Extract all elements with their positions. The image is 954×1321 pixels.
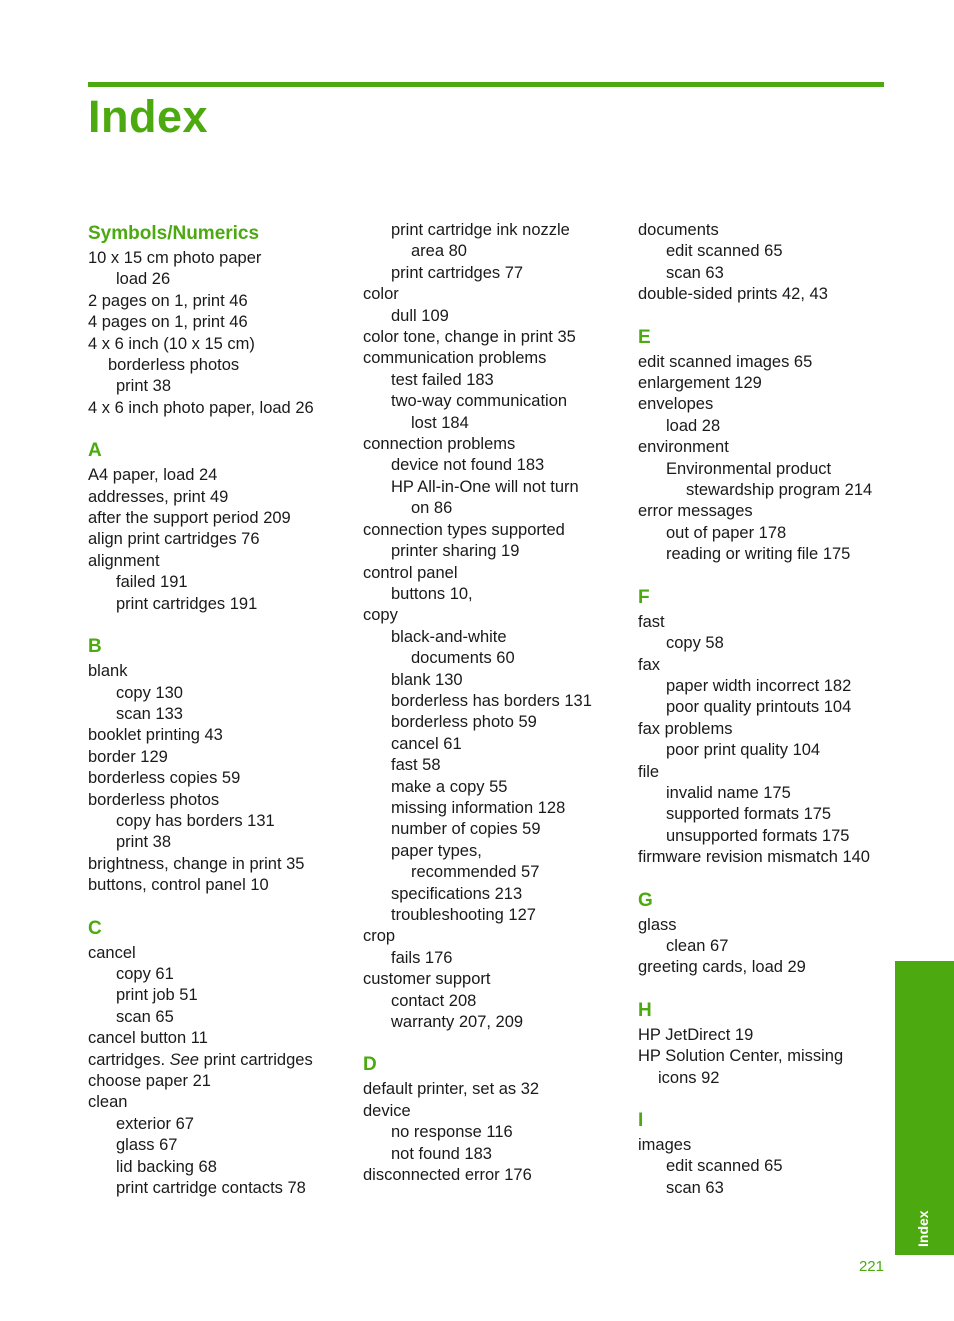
index-entry: test failed 183 <box>391 370 494 389</box>
index-entry: on 86 <box>411 499 453 518</box>
index-entry: cancel 61 <box>391 734 462 753</box>
index-entry: contact 208 <box>391 991 477 1010</box>
index-entry: customer support <box>363 970 491 989</box>
index-entry: 10 x 15 cm photo paper <box>88 249 262 267</box>
index-entry: alignment <box>88 551 160 570</box>
index-entry: HP Solution Center, missing <box>638 1047 844 1066</box>
index-entry: poor quality printouts 104 <box>666 698 852 717</box>
index-entry: control panel <box>363 563 458 582</box>
index-entry: scan 63 <box>666 1178 724 1197</box>
index-entry: A4 paper, load 24 <box>88 466 218 485</box>
index-section <box>638 324 888 566</box>
index-entry: supported formats 175 <box>666 805 832 824</box>
index-section <box>363 1051 625 1186</box>
section-heading: C <box>88 917 102 939</box>
index-entry: print 38 <box>116 377 172 396</box>
index-entry: buttons 10, <box>391 584 473 603</box>
side-tab-label: Index <box>915 1210 931 1247</box>
index-entry: fast <box>638 612 665 631</box>
index-entry: exterior 67 <box>116 1114 194 1133</box>
index-entry: scan 65 <box>116 1007 174 1026</box>
index-entry: print cartridges 77 <box>391 263 524 282</box>
section-heading: E <box>638 326 651 348</box>
index-entry: borderless copies 59 <box>88 769 241 788</box>
section-heading: Symbols/Numerics <box>88 223 260 244</box>
index-entry: fax <box>638 655 661 674</box>
index-column-1 <box>88 220 348 1199</box>
index-entry: 4 x 6 inch (10 x 15 cm) <box>88 334 255 353</box>
section-heading: B <box>88 636 102 658</box>
index-entry: HP All-in-One will not turn <box>391 477 579 496</box>
index-entry: troubleshooting 127 <box>391 906 536 924</box>
index-entry: edit scanned images 65 <box>638 352 813 371</box>
index-entry: documents <box>638 221 719 239</box>
index-entry: crop <box>363 927 396 946</box>
index-entry: fails 176 <box>391 948 453 967</box>
section-heading: F <box>638 586 650 608</box>
section-heading: H <box>638 999 652 1021</box>
index-entry: icons 92 <box>658 1068 720 1087</box>
page-number: 221 <box>858 1258 884 1275</box>
index-entry: blank <box>88 662 128 681</box>
index-entry: 2 pages on 1, print 46 <box>88 291 248 310</box>
index-entry: specifications 213 <box>391 884 523 903</box>
index-entry: clean 67 <box>666 936 729 955</box>
index-entry: scan 63 <box>666 263 724 282</box>
index-entry: copy <box>363 606 398 625</box>
index-entry: device not found 183 <box>391 456 545 475</box>
index-entry: printer sharing 19 <box>391 542 520 561</box>
index-entry: recommended 57 <box>411 863 540 882</box>
index-entry: envelopes <box>638 395 714 414</box>
index-entry: double-sided prints 42, 43 <box>638 285 828 304</box>
page-title: Index <box>88 91 209 142</box>
index-entry: number of copies 59 <box>391 820 541 839</box>
index-entry: cancel <box>88 943 136 962</box>
index-entry: file <box>638 762 660 781</box>
index-entry: HP JetDirect 19 <box>638 1025 754 1044</box>
index-entry: documents 60 <box>411 649 515 668</box>
index-entry: no response 116 <box>391 1123 513 1142</box>
index-entry: load 26 <box>116 270 171 289</box>
index-entry: connection problems <box>363 435 516 454</box>
index-entry: after the support period 209 <box>88 509 291 528</box>
index-entry: paper width incorrect 182 <box>666 676 852 695</box>
index-entry: missing information 128 <box>391 798 566 817</box>
index-entry: print cartridge contacts 78 <box>116 1179 306 1198</box>
section-heading: I <box>638 1110 644 1131</box>
index-entry: environment <box>638 438 729 457</box>
index-entry: cancel button 11 <box>88 1029 208 1048</box>
index-section <box>363 220 625 1033</box>
index-entry: edit scanned 65 <box>666 1157 783 1176</box>
index-entry: color <box>363 285 399 304</box>
index-entry: unsupported formats 175 <box>666 826 850 845</box>
index-entry: brightness, change in print 35 <box>88 854 305 873</box>
index-entry: not found 183 <box>391 1144 492 1163</box>
index-entry: invalid name 175 <box>666 783 791 802</box>
index-section <box>638 584 888 869</box>
index-entry: greeting cards, load 29 <box>638 958 806 977</box>
index-column-3 <box>638 220 888 1199</box>
index-entry: error messages <box>638 502 753 521</box>
index-entry: border 129 <box>88 747 168 766</box>
side-tab <box>895 961 954 1255</box>
index-entry: copy 58 <box>666 634 724 653</box>
index-entry: communication problems <box>363 349 547 368</box>
index-entry: firmware revision mismatch 140 <box>638 848 870 867</box>
index-entry: copy has borders 131 <box>116 811 275 830</box>
index-entry: fast 58 <box>391 756 441 775</box>
index-entry: scan 133 <box>116 704 183 723</box>
see-reference: See <box>169 1050 199 1069</box>
index-entry: blank 130 <box>391 670 463 689</box>
index-entry: booklet printing 43 <box>88 726 223 745</box>
index-entry: out of paper 178 <box>666 523 787 542</box>
index-entry: area 80 <box>411 242 467 261</box>
index-entry: buttons, control panel 10 <box>88 876 269 895</box>
index-entry: default printer, set as 32 <box>363 1080 540 1099</box>
index-entry: 4 x 6 inch photo paper, load 26 <box>88 398 314 417</box>
index-entry: clean <box>88 1093 128 1112</box>
index-section <box>638 997 888 1089</box>
index-entry: copy 130 <box>116 683 183 702</box>
section-heading: G <box>638 889 653 911</box>
index-entry: load 28 <box>666 416 721 435</box>
index-entry: print 38 <box>116 833 172 852</box>
index-entry: 4 pages on 1, print 46 <box>88 313 248 332</box>
index-entry: lost 184 <box>411 413 469 432</box>
index-entry: color tone, change in print 35 <box>363 328 576 347</box>
index-entry: dull 109 <box>391 306 449 325</box>
index-entry: copy 61 <box>116 964 174 983</box>
index-entry: addresses, print 49 <box>88 487 229 506</box>
index-entry: disconnected error 176 <box>363 1166 532 1185</box>
index-section <box>88 220 348 419</box>
index-entry: black-and-white <box>391 627 507 646</box>
index-entry: fax problems <box>638 719 733 738</box>
index-section <box>638 887 888 979</box>
index-entry: print cartridge ink nozzle <box>391 221 570 239</box>
index-entry: stewardship program 214 <box>686 481 873 500</box>
index-entry: edit scanned 65 <box>666 242 783 261</box>
index-section <box>88 437 348 615</box>
index-entry: connection types supported <box>363 520 565 539</box>
index-entry: borderless photos <box>108 356 240 375</box>
index-entry: reading or writing file 175 <box>666 545 851 564</box>
index-section <box>88 915 348 1200</box>
index-entry: poor print quality 104 <box>666 741 821 760</box>
index-entry: choose paper 21 <box>88 1072 211 1090</box>
index-section <box>638 1107 888 1199</box>
index-entry: paper types, <box>391 841 482 860</box>
index-entry: Environmental product <box>666 459 832 478</box>
index-entry: cartridges. See print cartridges <box>88 1050 313 1069</box>
index-entry: failed 191 <box>116 573 188 592</box>
index-entry: glass <box>638 915 677 934</box>
index-entry: borderless photos <box>88 790 220 809</box>
section-heading: A <box>88 440 102 462</box>
index-entry: print cartridges 191 <box>116 594 258 613</box>
index-entry: images <box>638 1136 692 1154</box>
index-entry: align print cartridges 76 <box>88 530 260 549</box>
index-entry: two-way communication <box>391 392 568 411</box>
index-entry: device <box>363 1101 411 1120</box>
index-entry: make a copy 55 <box>391 777 508 796</box>
top-rule <box>88 82 884 87</box>
index-entry: enlargement 129 <box>638 374 762 393</box>
index-entry: borderless photo 59 <box>391 713 537 732</box>
index-entry: glass 67 <box>116 1136 178 1155</box>
index-entry: warranty 207, 209 <box>391 1013 524 1032</box>
index-section <box>88 633 348 896</box>
index-entry: lid backing 68 <box>116 1157 217 1176</box>
index-column-2 <box>363 220 625 1186</box>
index-entry: print job 51 <box>116 986 198 1005</box>
section-heading: D <box>363 1054 377 1076</box>
index-section <box>638 220 888 306</box>
index-entry: borderless has borders 131 <box>391 691 592 710</box>
